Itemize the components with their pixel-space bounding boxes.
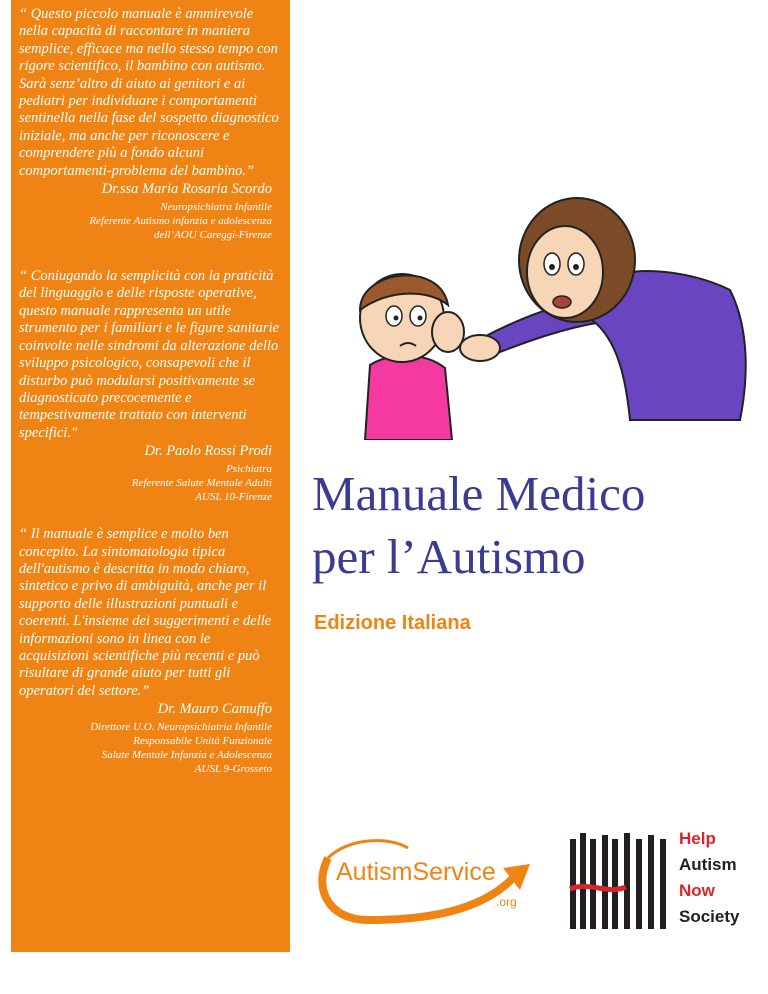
author-role: AUSL 9-Grosseto: [194, 763, 272, 776]
author-role: Neuropsichiatra Infantile: [160, 201, 272, 214]
cover-title: [312, 462, 762, 588]
hans-word: Society: [679, 907, 740, 926]
hans-word: Help: [679, 829, 716, 848]
author-role: dell’AOU Careggi-Firenze: [153, 229, 272, 242]
title-line: per l’Autismo: [312, 529, 586, 584]
author-role: Responsabile Unità Funzionale: [133, 735, 272, 748]
author-role: Referente Autismo infanzia e adolescenza: [89, 215, 272, 228]
quote-text: “ Questo piccolo manuale è ammirevole nella capacità di raccontare in maniera semplice, efficace ma nello stesso tempo con rigore scientifico, il bambino con autismo. Sarà senz’altro di aiuto ai genitori e ai pediatri per individuare i comportamenti sentinella nella fase del sospetto diagnostico iniziale, ma anche per riconoscere e comprendere più a fondo alcuni comportamenti-problema del bambino.”: [19, 6, 279, 179]
title-line: Manuale Medico: [312, 466, 646, 521]
autismservice-logo-text: AutismService: [336, 858, 496, 886]
hans-logo: [566, 825, 676, 937]
author-role: AUSL 10-Firenze: [195, 491, 272, 504]
author-role: Direttore U.O. Neuropsichiatria Infantile: [90, 721, 272, 734]
autismservice-logo-suffix: .org: [496, 895, 517, 909]
quote-author: Dr. Paolo Rossi Prodi: [144, 443, 272, 460]
quote-text: “ Coniugando la semplicità con la praticità del linguaggio e delle risposte operative, questo manuale rappresenta un utile strumento per i familiari e le figure sanitarie coinvolte nelle sindromi da alterazione dello sviluppo psicologico, consapevoli che il disturbo può modularsi positivamente se diagnosticato precocemente e tempestivamente trattato con interventi specifici.": [19, 268, 280, 441]
edition-subtitle: Edizione Italiana: [314, 612, 471, 634]
cover-illustration: [330, 190, 760, 440]
quote-text: “ Il manuale è semplice e molto ben concepito. La sintomatologia tipica dell'autismo è descritta in modo chiaro, sintetico e privo di ambiguità, anche per il supporto delle illustrazioni puntuali e coerenti. L'insieme dei suggerimenti e delle informazioni sono in linea con le acquisizioni scientifiche più recenti e può risultare di grande aiuto per tutti gli operatori del settore.”: [19, 526, 272, 699]
hans-word: Autism: [679, 855, 737, 874]
hans-word: Now: [679, 881, 715, 900]
hans-logo-words: [679, 826, 739, 930]
author-role: Referente Salute Mentale Adulti: [131, 477, 272, 490]
author-role: Salute Mentale Infanzia e Adolescenza: [101, 749, 272, 762]
testimonials-sidebar: [11, 0, 290, 952]
quote-author: Dr.ssa Maria Rosaria Scordo: [101, 181, 272, 198]
quote-author: Dr. Mauro Camuffo: [157, 701, 272, 718]
author-role: Psichiatra: [226, 463, 272, 476]
